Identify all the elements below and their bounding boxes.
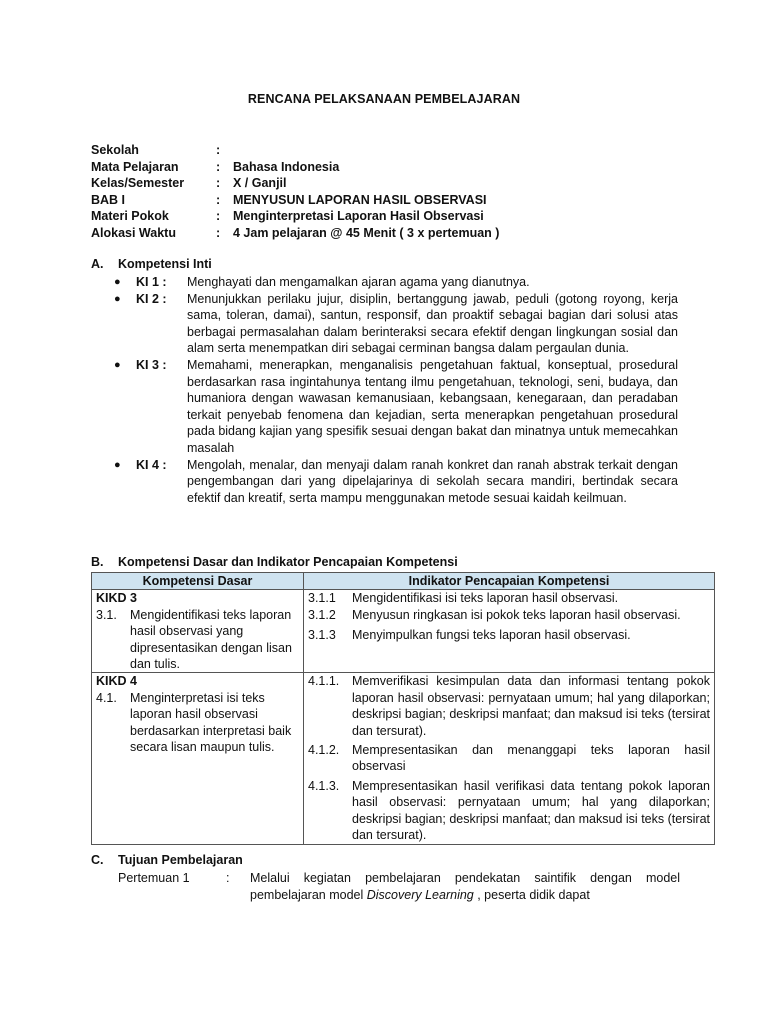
- section-heading-a: [91, 257, 212, 271]
- tujuan-row-pertemuan-1: [118, 870, 680, 903]
- meta-colon: :: [216, 209, 221, 224]
- section-number: A.: [91, 257, 104, 271]
- meta-label: Sekolah: [91, 143, 139, 157]
- table-header-indikator: Indikator Pencapaian Kompetensi: [304, 573, 715, 590]
- indicator-text: Menyimpulkan fungsi teks laporan hasil observasi.: [352, 628, 631, 643]
- meta-label: Mata Pelajaran: [91, 159, 179, 174]
- list-item-ki-3: [114, 357, 678, 457]
- tujuan-pembelajaran: [118, 870, 680, 903]
- indicator-number: 3.1.2: [308, 607, 336, 622]
- section-number: B.: [91, 555, 104, 569]
- kd-text: Menginterpretasi isi teks laporan hasil observasi berdasarkan interpretasi baik secara lisan maupun tulis.: [130, 690, 292, 755]
- tujuan-text-after: , peserta didik dapat: [473, 887, 590, 902]
- meta-row-alokasi-waktu: [91, 225, 499, 242]
- meta-colon: :: [216, 143, 221, 157]
- indicator-number: 4.1.3.: [308, 778, 340, 793]
- kompetensi-table: [91, 572, 715, 845]
- indicator-cell: [304, 673, 715, 844]
- indicator-item: [308, 627, 710, 643]
- meta-colon: :: [216, 159, 221, 174]
- tujuan-text: [250, 870, 680, 903]
- bullet-icon: ●: [114, 358, 121, 371]
- bullet-icon: ●: [114, 458, 121, 471]
- ki-text: Menghayati dan mengamalkan ajaran agama yang dianutnya.: [187, 275, 530, 289]
- meta-label: Alokasi Waktu: [91, 225, 176, 240]
- meta-label: BAB I: [91, 192, 126, 207]
- kd-item: [96, 607, 299, 673]
- kd-cell: [92, 590, 304, 673]
- document-title: RENCANA PELAKSANAAN PEMBELAJARAN: [247, 92, 521, 106]
- ki-label: KI 3 :: [136, 357, 167, 372]
- list-item-ki-1: [114, 274, 678, 291]
- kompetensi-inti-list: [114, 274, 678, 506]
- table-header-row: [92, 573, 715, 590]
- meta-colon: :: [216, 192, 221, 207]
- kikd-label: KIKD 3: [96, 591, 137, 606]
- indicator-text: Mempresentasikan dan menanggapi teks laporan hasil observasi: [352, 743, 710, 774]
- meta-row-materi-pokok: [91, 208, 499, 225]
- section-title: Kompetensi Dasar dan Indikator Pencapaian Kompetensi: [118, 555, 458, 569]
- pertemuan-colon: :: [226, 871, 230, 885]
- indicator-number: 3.1.3: [308, 628, 336, 643]
- indicator-item: [308, 590, 710, 606]
- indicator-number: 4.1.2.: [308, 743, 340, 758]
- kd-text: Mengidentifikasi teks laporan hasil observasi yang dipresentasikan dengan lisan dan tulis.: [130, 607, 292, 672]
- meta-label: Kelas/Semester: [91, 176, 185, 191]
- ki-text: Mengolah, menalar, dan menyaji dalam ranah konkret dan ranah abstrak terkait dengan pengembangan dari yang dipelajarinya di sekolah secara mandiri, bertindak secara efektif dan kreatif, serta mampu menggunakan metode sesuai kaidah keilmuan.: [187, 457, 678, 505]
- meta-colon: :: [216, 176, 221, 191]
- section-heading-c: [91, 853, 243, 867]
- meta-value: MENYUSUN LAPORAN HASIL OBSERVASI: [233, 192, 487, 207]
- kd-number: 3.1.: [96, 607, 117, 622]
- tujuan-text-italic: Discovery Learning: [366, 887, 474, 902]
- indicator-text: Mengidentifikasi isi teks laporan hasil observasi.: [352, 591, 619, 606]
- ki-label: KI 4 :: [136, 457, 167, 472]
- identity-block: [91, 142, 499, 242]
- meta-value: X / Ganjil: [233, 176, 287, 191]
- bullet-icon: ●: [114, 276, 121, 288]
- meta-label: Materi Pokok: [91, 209, 169, 224]
- table-row: [92, 673, 715, 844]
- table-header-kompetensi-dasar: Kompetensi Dasar: [92, 573, 304, 590]
- indicator-number: 3.1.1: [308, 591, 336, 606]
- meta-colon: :: [216, 225, 221, 240]
- list-item-ki-4: [114, 457, 678, 507]
- meta-row-bab: [91, 192, 499, 209]
- indicator-number: 4.1.1.: [308, 674, 340, 689]
- section-title: Kompetensi Inti: [118, 257, 212, 271]
- kd-cell: [92, 673, 304, 844]
- ki-text: Memahami, menerapkan, menganalisis pengetahuan faktual, konseptual, prosedural berdasarkan rasa ingintahunya tentang ilmu pengetahuan, teknologi, seni, budaya, dan humaniora dengan wawasan kemanusiaan, kebangsaan, kenegaraan, dan peradaban terkait penyebab fenomena dan kejadian, serta menerapkan pengetahuan prosedural pada bidang kajian yang spesifik sesuai dengan bakat dan minatnya untuk memecahkan masalah: [187, 357, 678, 455]
- ki-label: KI 2 :: [136, 291, 167, 306]
- section-title: Tujuan Pembelajaran: [118, 853, 243, 867]
- kd-number: 4.1.: [96, 690, 117, 705]
- list-item-ki-2: [114, 291, 678, 357]
- pertemuan-label: Pertemuan 1: [118, 871, 190, 885]
- tujuan-text-before: Melalui kegiatan pembelajaran pendekatan saintifik dengan model pembelajaran model: [250, 871, 680, 902]
- indicator-item: [308, 673, 710, 739]
- section-heading-b: [91, 555, 458, 569]
- meta-value: Menginterpretasi Laporan Hasil Observasi: [233, 209, 484, 224]
- kikd-label: KIKD 4: [96, 674, 137, 689]
- section-number: C.: [91, 853, 104, 867]
- ki-text: Menunjukkan perilaku jujur, disiplin, bertanggung jawab, peduli (gotong royong, kerja sama, toleran, damai), santun, responsif, dan proaktif sebagai bagian dari solusi atas berbagai permasalahan dalam berinteraksi secara efektif dengan lingkungan sosial dan alam serta menempatkan diri sebagai cerminan bangsa dalam pergaulan dunia.: [187, 291, 678, 356]
- meta-row-sekolah: [91, 142, 499, 159]
- meta-value: 4 Jam pelajaran @ 45 Menit ( 3 x pertemuan ): [233, 225, 500, 240]
- indicator-item: [308, 778, 710, 844]
- indicator-text: Menyusun ringkasan isi pokok teks laporan hasil observasi.: [352, 607, 681, 622]
- kd-item: [96, 690, 299, 756]
- table-row: [92, 590, 715, 673]
- meta-row-mata-pelajaran: [91, 159, 499, 176]
- meta-row-kelas-semester: [91, 175, 499, 192]
- indicator-item: [308, 607, 710, 623]
- indicator-item: [308, 742, 710, 775]
- indicator-text: Memverifikasi kesimpulan data dan informasi tentang pokok laporan hasil observasi: pernyataan umum; hal yang dilaporkan; deskripsi bagian; deskripsi manfaat; dan maksud isi teks (tersirat dan tersurat).: [352, 674, 710, 738]
- ki-label: KI 1 :: [136, 275, 167, 289]
- bullet-icon: ●: [114, 292, 121, 305]
- indicator-cell: [304, 590, 715, 673]
- indicator-text: Mempresentasikan hasil verifikasi data tentang pokok laporan hasil observasi: pernyataan umum; hal yang dilaporkan; deskripsi bagian; deskripsi manfaat; dan maksud isi teks (tersirat dan tersurat).: [352, 778, 710, 843]
- meta-value: Bahasa Indonesia: [233, 159, 340, 174]
